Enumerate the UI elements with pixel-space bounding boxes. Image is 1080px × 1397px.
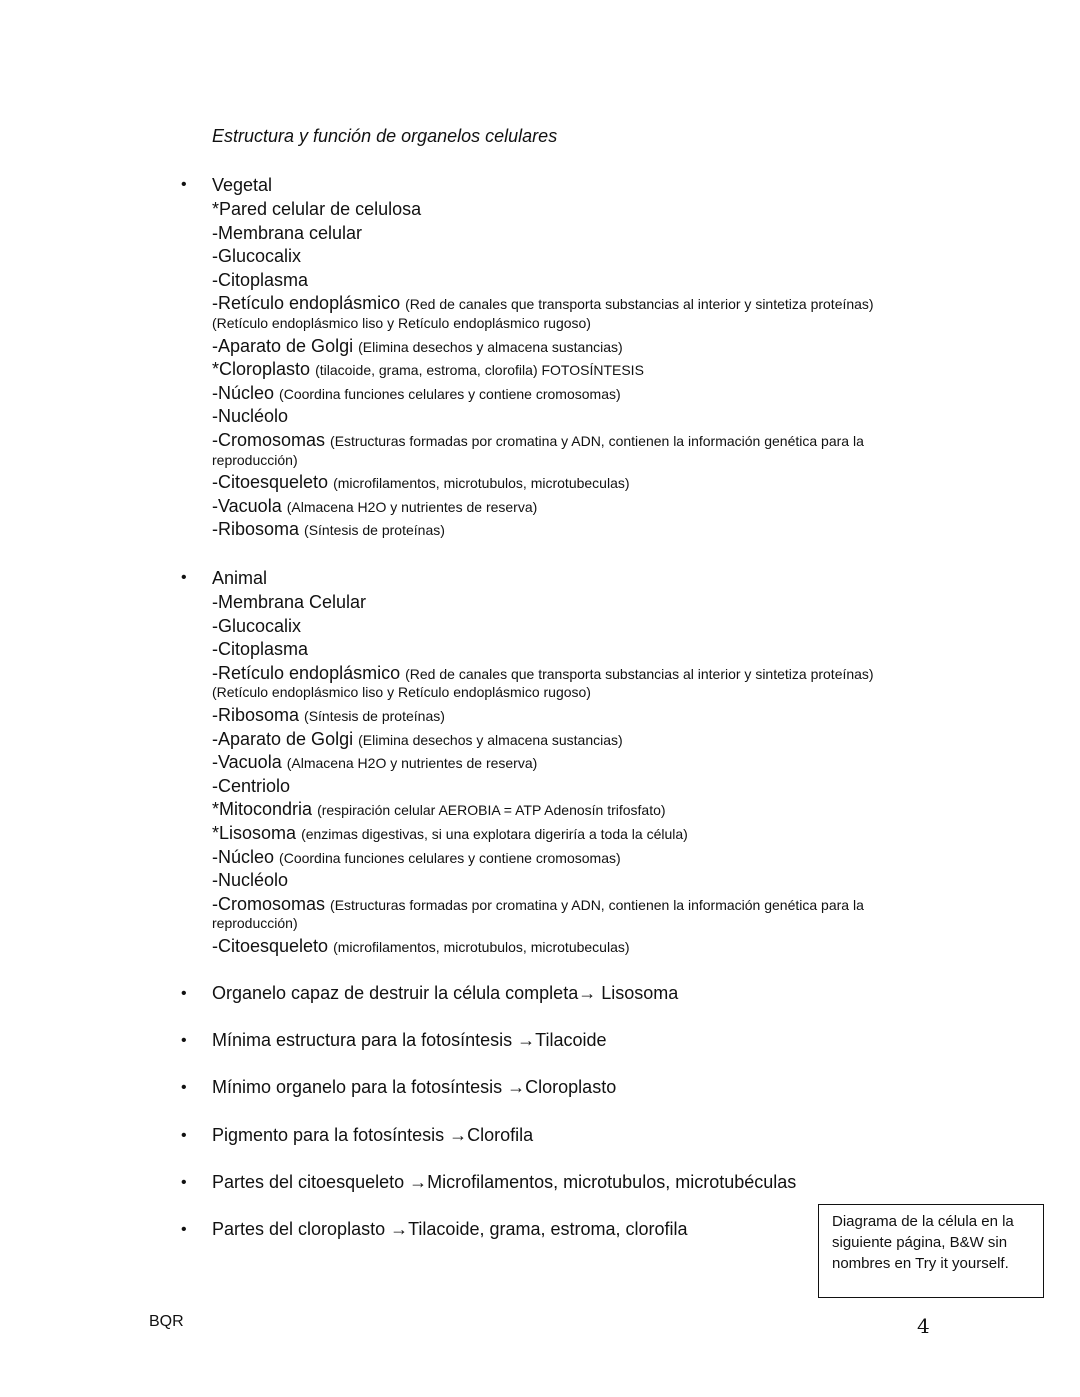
- footer-initials: BQR: [149, 1313, 184, 1330]
- organelle-name: -Membrana celular: [212, 222, 363, 243]
- organelle-description: (Síntesis de proteínas): [304, 522, 445, 539]
- organelle-item: [212, 472, 630, 493]
- organelle-item: [212, 519, 445, 540]
- organelle-description-continued: (Retículo endoplásmico liso y Retículo endoplásmico rugoso): [212, 315, 591, 331]
- organelle-item: [212, 847, 621, 868]
- organelle-description: (Almacena H2O y nutrientes de reserva): [286, 498, 538, 515]
- organelle-name: -Citoesqueleto: [212, 472, 329, 492]
- question-item: Mínimo organelo para la fotosíntesis →Cloroplasto: [212, 1077, 617, 1097]
- question-item: Pigmento para la fotosíntesis →Clorofila: [212, 1125, 534, 1145]
- organelle-item: [212, 406, 288, 427]
- organelle-item: [212, 199, 421, 220]
- bullet-question: •: [181, 1174, 187, 1191]
- organelle-description: (Elimina desechos y almacena sustancias): [358, 338, 623, 355]
- organelle-name: -Ribosoma: [212, 704, 300, 725]
- organelle-item: [212, 752, 537, 773]
- organelle-item: [212, 823, 688, 844]
- organelle-name: -Citoesqueleto: [212, 935, 329, 956]
- organelle-name: *Lisosoma: [212, 822, 297, 843]
- bullet-question: •: [181, 985, 187, 1002]
- organelle-description: (Red de canales que transporta substancias al interior y sintetiza proteínas): [405, 296, 874, 313]
- bullet-question: •: [181, 1221, 187, 1238]
- organelle-name: -Glucocalix: [212, 246, 302, 267]
- organelle-description: (enzimas digestivas, si una explotara digeriría a toda la célula): [301, 825, 688, 842]
- organelle-item: [212, 639, 308, 660]
- section-heading-vegetal: Vegetal: [212, 175, 273, 195]
- organelle-item: [212, 936, 630, 957]
- organelle-name: *Mitocondria: [212, 799, 313, 820]
- bullet-question: •: [181, 1127, 187, 1144]
- question-item: Organelo capaz de destruir la célula completa→ Lisosoma: [212, 983, 679, 1003]
- question-item: Mínima estructura para la fotosíntesis →Tilacoide: [212, 1030, 607, 1050]
- organelle-name: -Vacuola: [212, 752, 282, 773]
- bullet-question: •: [181, 1032, 187, 1049]
- organelle-description: (Síntesis de proteínas): [304, 707, 445, 724]
- organelle-item: [212, 870, 288, 891]
- organelle-name: *Cloroplasto: [212, 359, 311, 380]
- organelle-name: -Núcleo: [212, 382, 275, 403]
- organelle-description: (Almacena H2O y nutrientes de reserva): [286, 755, 538, 772]
- organelle-item: [212, 776, 290, 797]
- bullet-question: •: [181, 1079, 187, 1096]
- organelle-description: (Red de canales que transporta substancias al interior y sintetiza proteínas): [405, 665, 874, 682]
- organelle-name: -Citoplasma: [212, 639, 309, 660]
- organelle-name: -Nucléolo: [212, 406, 289, 427]
- section-heading-animal: Animal: [212, 568, 268, 588]
- page-title: Estructura y función de organelos celulares: [212, 126, 558, 146]
- organelle-item: [212, 592, 366, 613]
- organelle-description: (microfilamentos, microtubulos, microtubeculas): [333, 938, 630, 955]
- organelle-name: -Núcleo: [212, 846, 275, 867]
- page-number: 4: [917, 1314, 930, 1338]
- organelle-item: [212, 359, 644, 380]
- organelle-description-continued: reproducción): [212, 451, 298, 468]
- organelle-name: -Centriolo: [212, 775, 291, 796]
- organelle-name: -Retículo endoplásmico: [212, 293, 401, 314]
- organelle-item: [212, 663, 874, 684]
- organelle-item: [212, 616, 301, 637]
- organelle-item: [212, 270, 308, 291]
- organelle-name: -Nucléolo: [212, 870, 289, 891]
- organelle-description: (microfilamentos, microtubulos, microtubeculas): [333, 475, 630, 491]
- organelle-name: -Cromosomas: [212, 429, 326, 450]
- organelle-description: (Estructuras formadas por cromatina y ADN, contienen la información genética para la: [330, 432, 864, 449]
- organelle-item: [212, 430, 864, 451]
- organelle-description: (Coordina funciones celulares y contiene cromosomas): [279, 849, 621, 866]
- organelle-name: -Aparato de Golgi: [212, 728, 354, 749]
- organelle-item: [212, 223, 362, 244]
- organelle-description: (Estructuras formadas por cromatina y ADN, contienen la información genética para la: [330, 896, 864, 913]
- bullet-vegetal: •: [181, 176, 187, 193]
- organelle-name: -Cromosomas: [212, 893, 326, 914]
- question-item: Partes del citoesqueleto →Microfilamentos, microtubulos, microtubéculas: [212, 1172, 797, 1192]
- organelle-description: (Elimina desechos y almacena sustancias): [358, 731, 623, 748]
- organelle-name: -Membrana Celular: [212, 592, 367, 612]
- organelle-item: [212, 799, 666, 820]
- organelle-item: [212, 246, 301, 267]
- organelle-name: *Pared celular de celulosa: [212, 199, 422, 219]
- organelle-name: -Retículo endoplásmico: [212, 662, 401, 683]
- organelle-item: [212, 729, 623, 750]
- note-box: Diagrama de la célula en la siguiente página, B&W sin nombres en Try it yourself.: [818, 1204, 1044, 1298]
- organelle-description-continued: reproducción): [212, 915, 298, 932]
- organelle-name: -Ribosoma: [212, 519, 300, 540]
- organelle-item: [212, 496, 537, 517]
- organelle-name: -Glucocalix: [212, 615, 302, 636]
- organelle-item: [212, 293, 874, 314]
- organelle-item: [212, 705, 445, 726]
- bullet-animal: •: [181, 569, 187, 586]
- organelle-name: -Vacuola: [212, 495, 282, 516]
- organelle-name: -Aparato de Golgi: [212, 335, 354, 356]
- organelle-item: [212, 383, 621, 404]
- organelle-name: -Citoplasma: [212, 269, 309, 290]
- organelle-description: (respiración celular AEROBIA = ATP Adenosín trifosfato): [317, 802, 666, 819]
- organelle-description-continued: (Retículo endoplásmico liso y Retículo endoplásmico rugoso): [212, 684, 591, 701]
- organelle-description: (Coordina funciones celulares y contiene cromosomas): [279, 385, 621, 402]
- organelle-description: (tilacoide, grama, estroma, clorofila) FOTOSÍNTESIS: [315, 362, 644, 379]
- organelle-item: [212, 894, 864, 915]
- organelle-item: [212, 336, 623, 357]
- question-item: Partes del cloroplasto →Tilacoide, grama, estroma, clorofila: [212, 1219, 688, 1239]
